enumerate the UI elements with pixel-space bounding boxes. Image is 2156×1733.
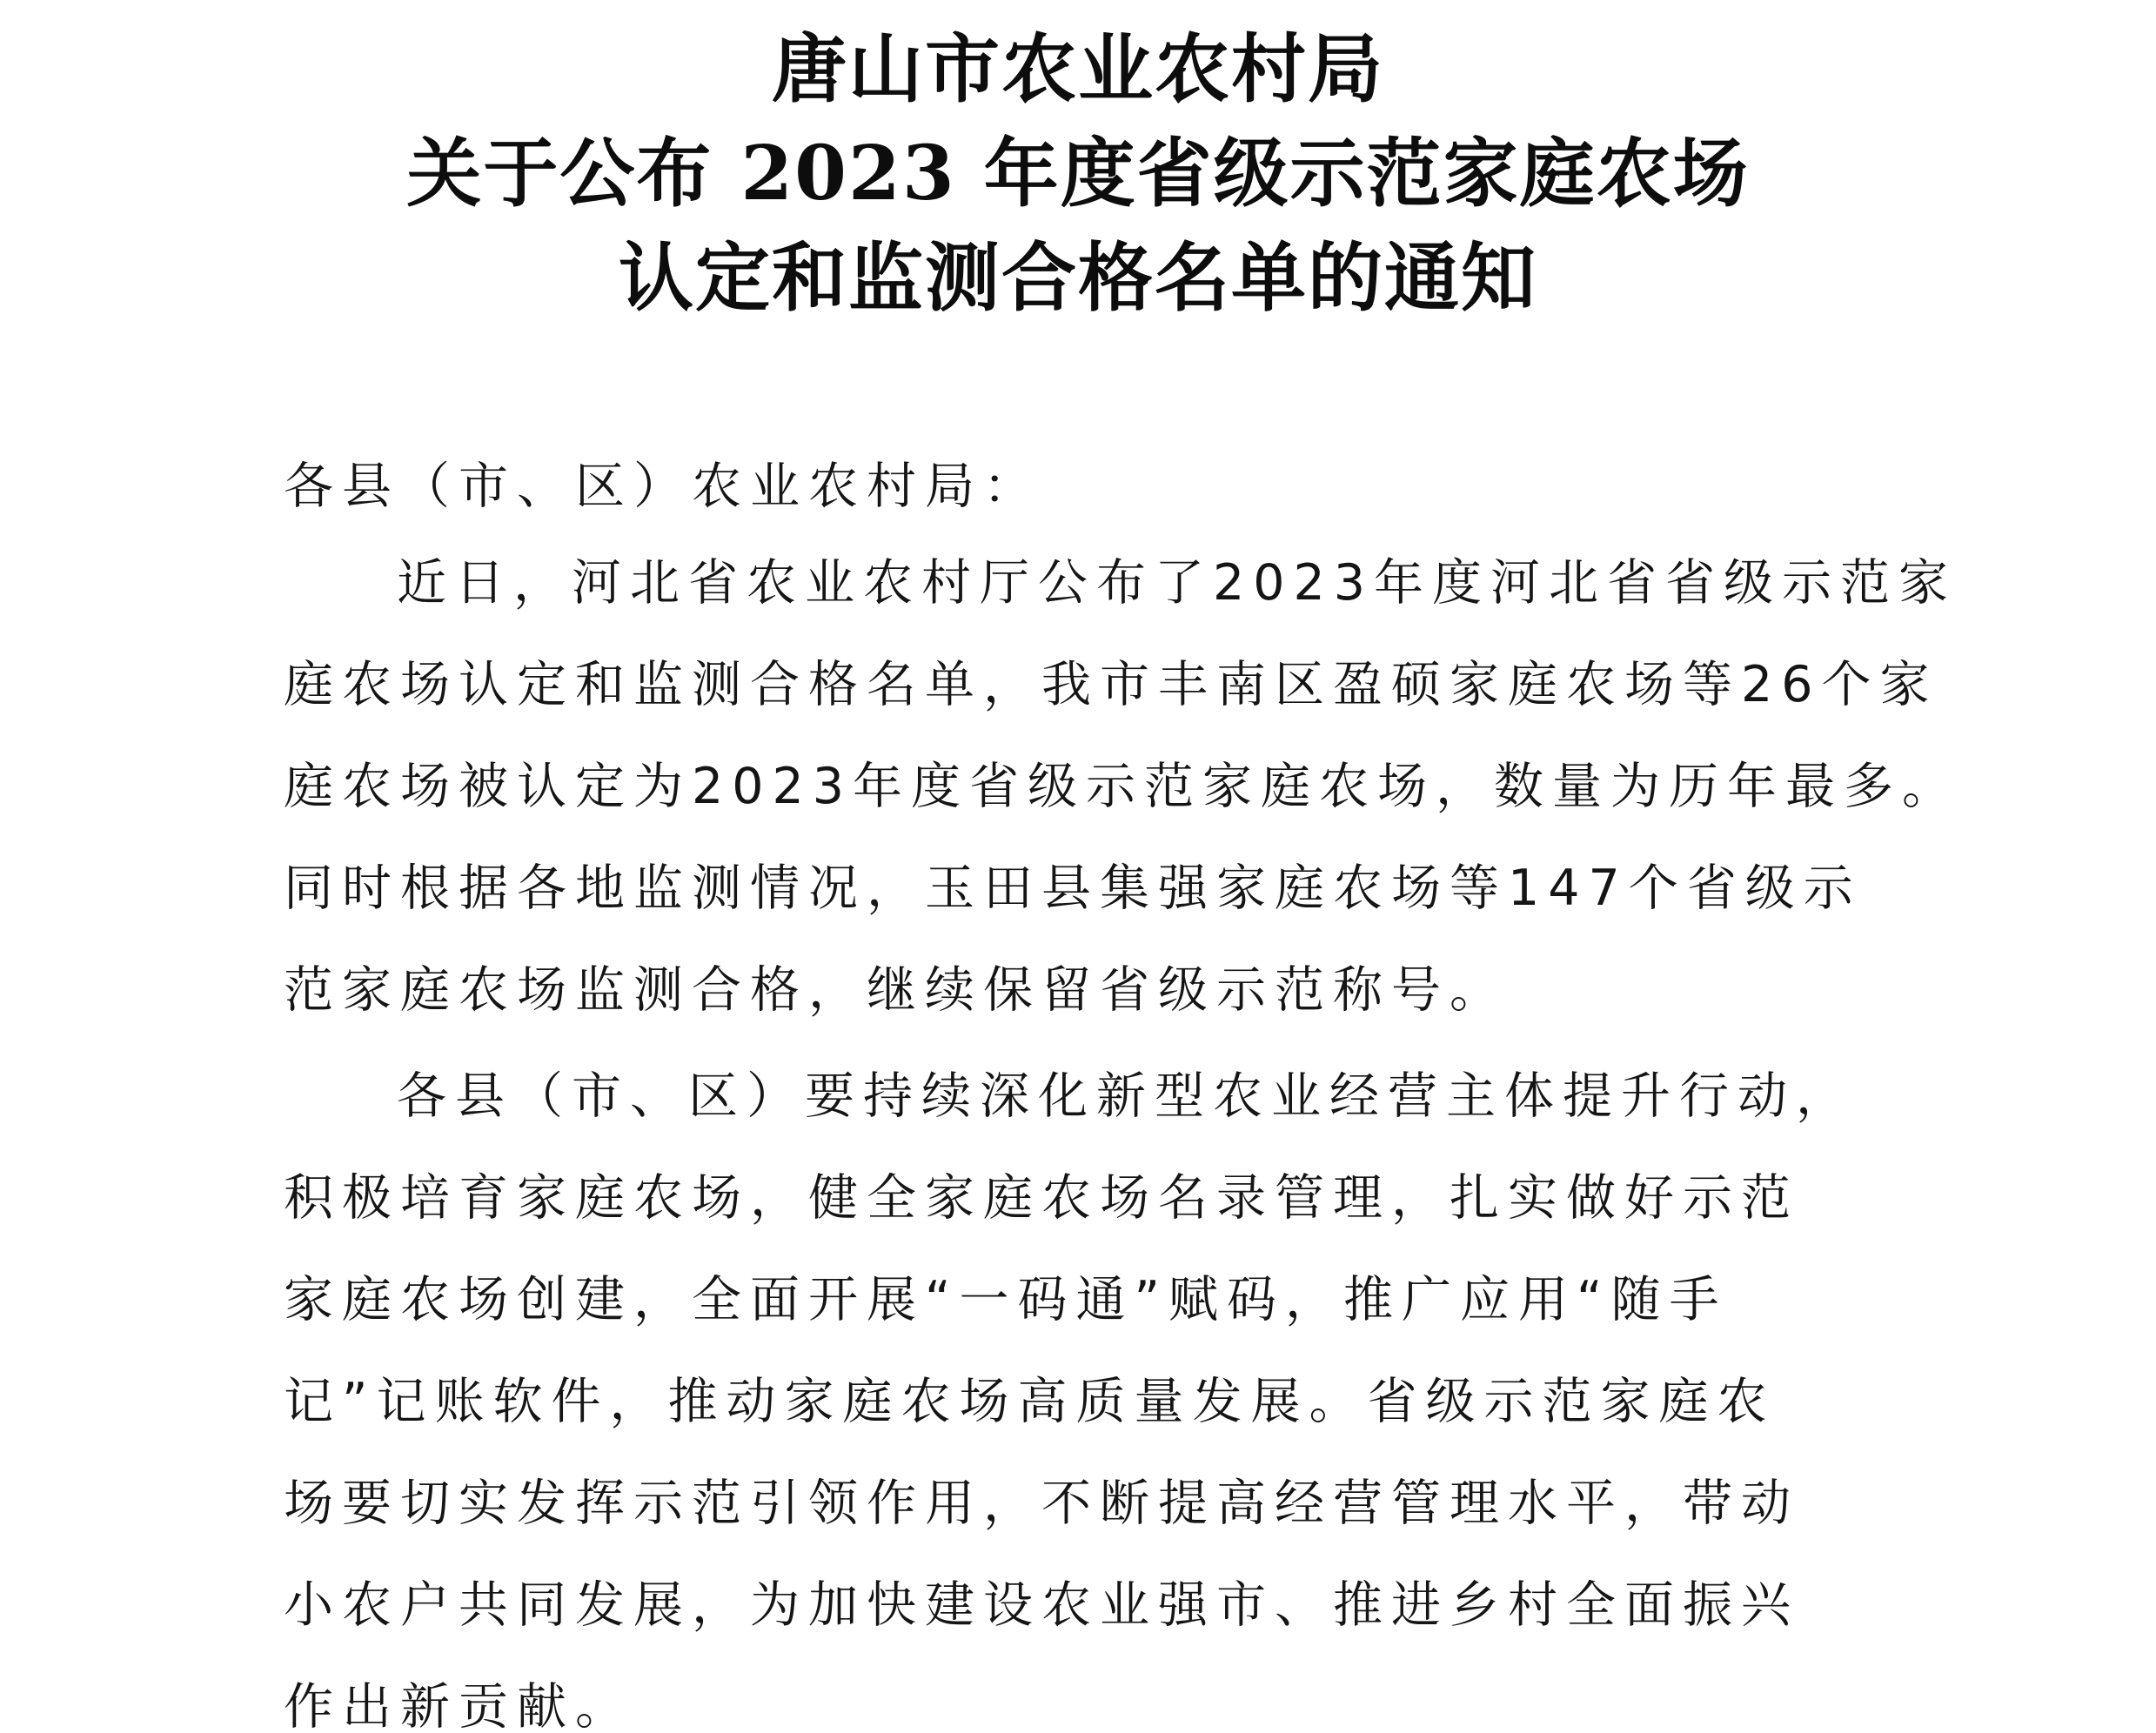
paragraph-line: 范家庭农场监测合格，继续保留省级示范称号。 bbox=[284, 961, 1508, 1019]
paragraph-line: 近日，河北省农业农村厅公布了2023年度河北省省级示范家 bbox=[397, 554, 1958, 612]
paragraph-announcement bbox=[284, 532, 1961, 1041]
paragraph-line: 庭农场被认定为2023年度省级示范家庭农场，数量为历年最多。 bbox=[284, 758, 1961, 815]
paragraph-line: 庭农场认定和监测合格名单，我市丰南区盈硕家庭农场等26个家 bbox=[284, 656, 1938, 713]
paragraph-line: 作出新贡献。 bbox=[284, 1678, 633, 1733]
paragraph-requirements bbox=[284, 1046, 1885, 1733]
title-line-subject: 关于公布 2023 年度省级示范家庭农场 bbox=[406, 130, 1750, 217]
title-line-subject-end: 认定和监测合格名单的通知 bbox=[619, 234, 1537, 322]
salutation: 各县（市、区）农业农村局： bbox=[284, 458, 1041, 515]
paragraph-line: 积极培育家庭农场，健全家庭农场名录管理，扎实做好示范 bbox=[284, 1169, 1799, 1227]
paragraph-line: 小农户共同发展，为加快建设农业强市、推进乡村全面振兴 bbox=[284, 1576, 1799, 1634]
title-line-issuer: 唐山市农业农村局 bbox=[772, 25, 1384, 113]
paragraph-line: 场要切实发挥示范引领作用，不断提高经营管理水平，带动 bbox=[284, 1475, 1799, 1532]
paragraph-line: 家庭农场创建，全面开展“一码通”赋码，推广应用“随手 bbox=[284, 1271, 1728, 1328]
paragraph-line: 记”记账软件，推动家庭农场高质量发展。省级示范家庭农 bbox=[284, 1373, 1776, 1430]
paragraph-line: 同时根据各地监测情况，玉田县集强家庭农场等147个省级示 bbox=[284, 860, 1862, 917]
document-title bbox=[0, 17, 2156, 331]
paragraph-line: 各县（市、区）要持续深化新型农业经营主体提升行动， bbox=[397, 1067, 1854, 1125]
